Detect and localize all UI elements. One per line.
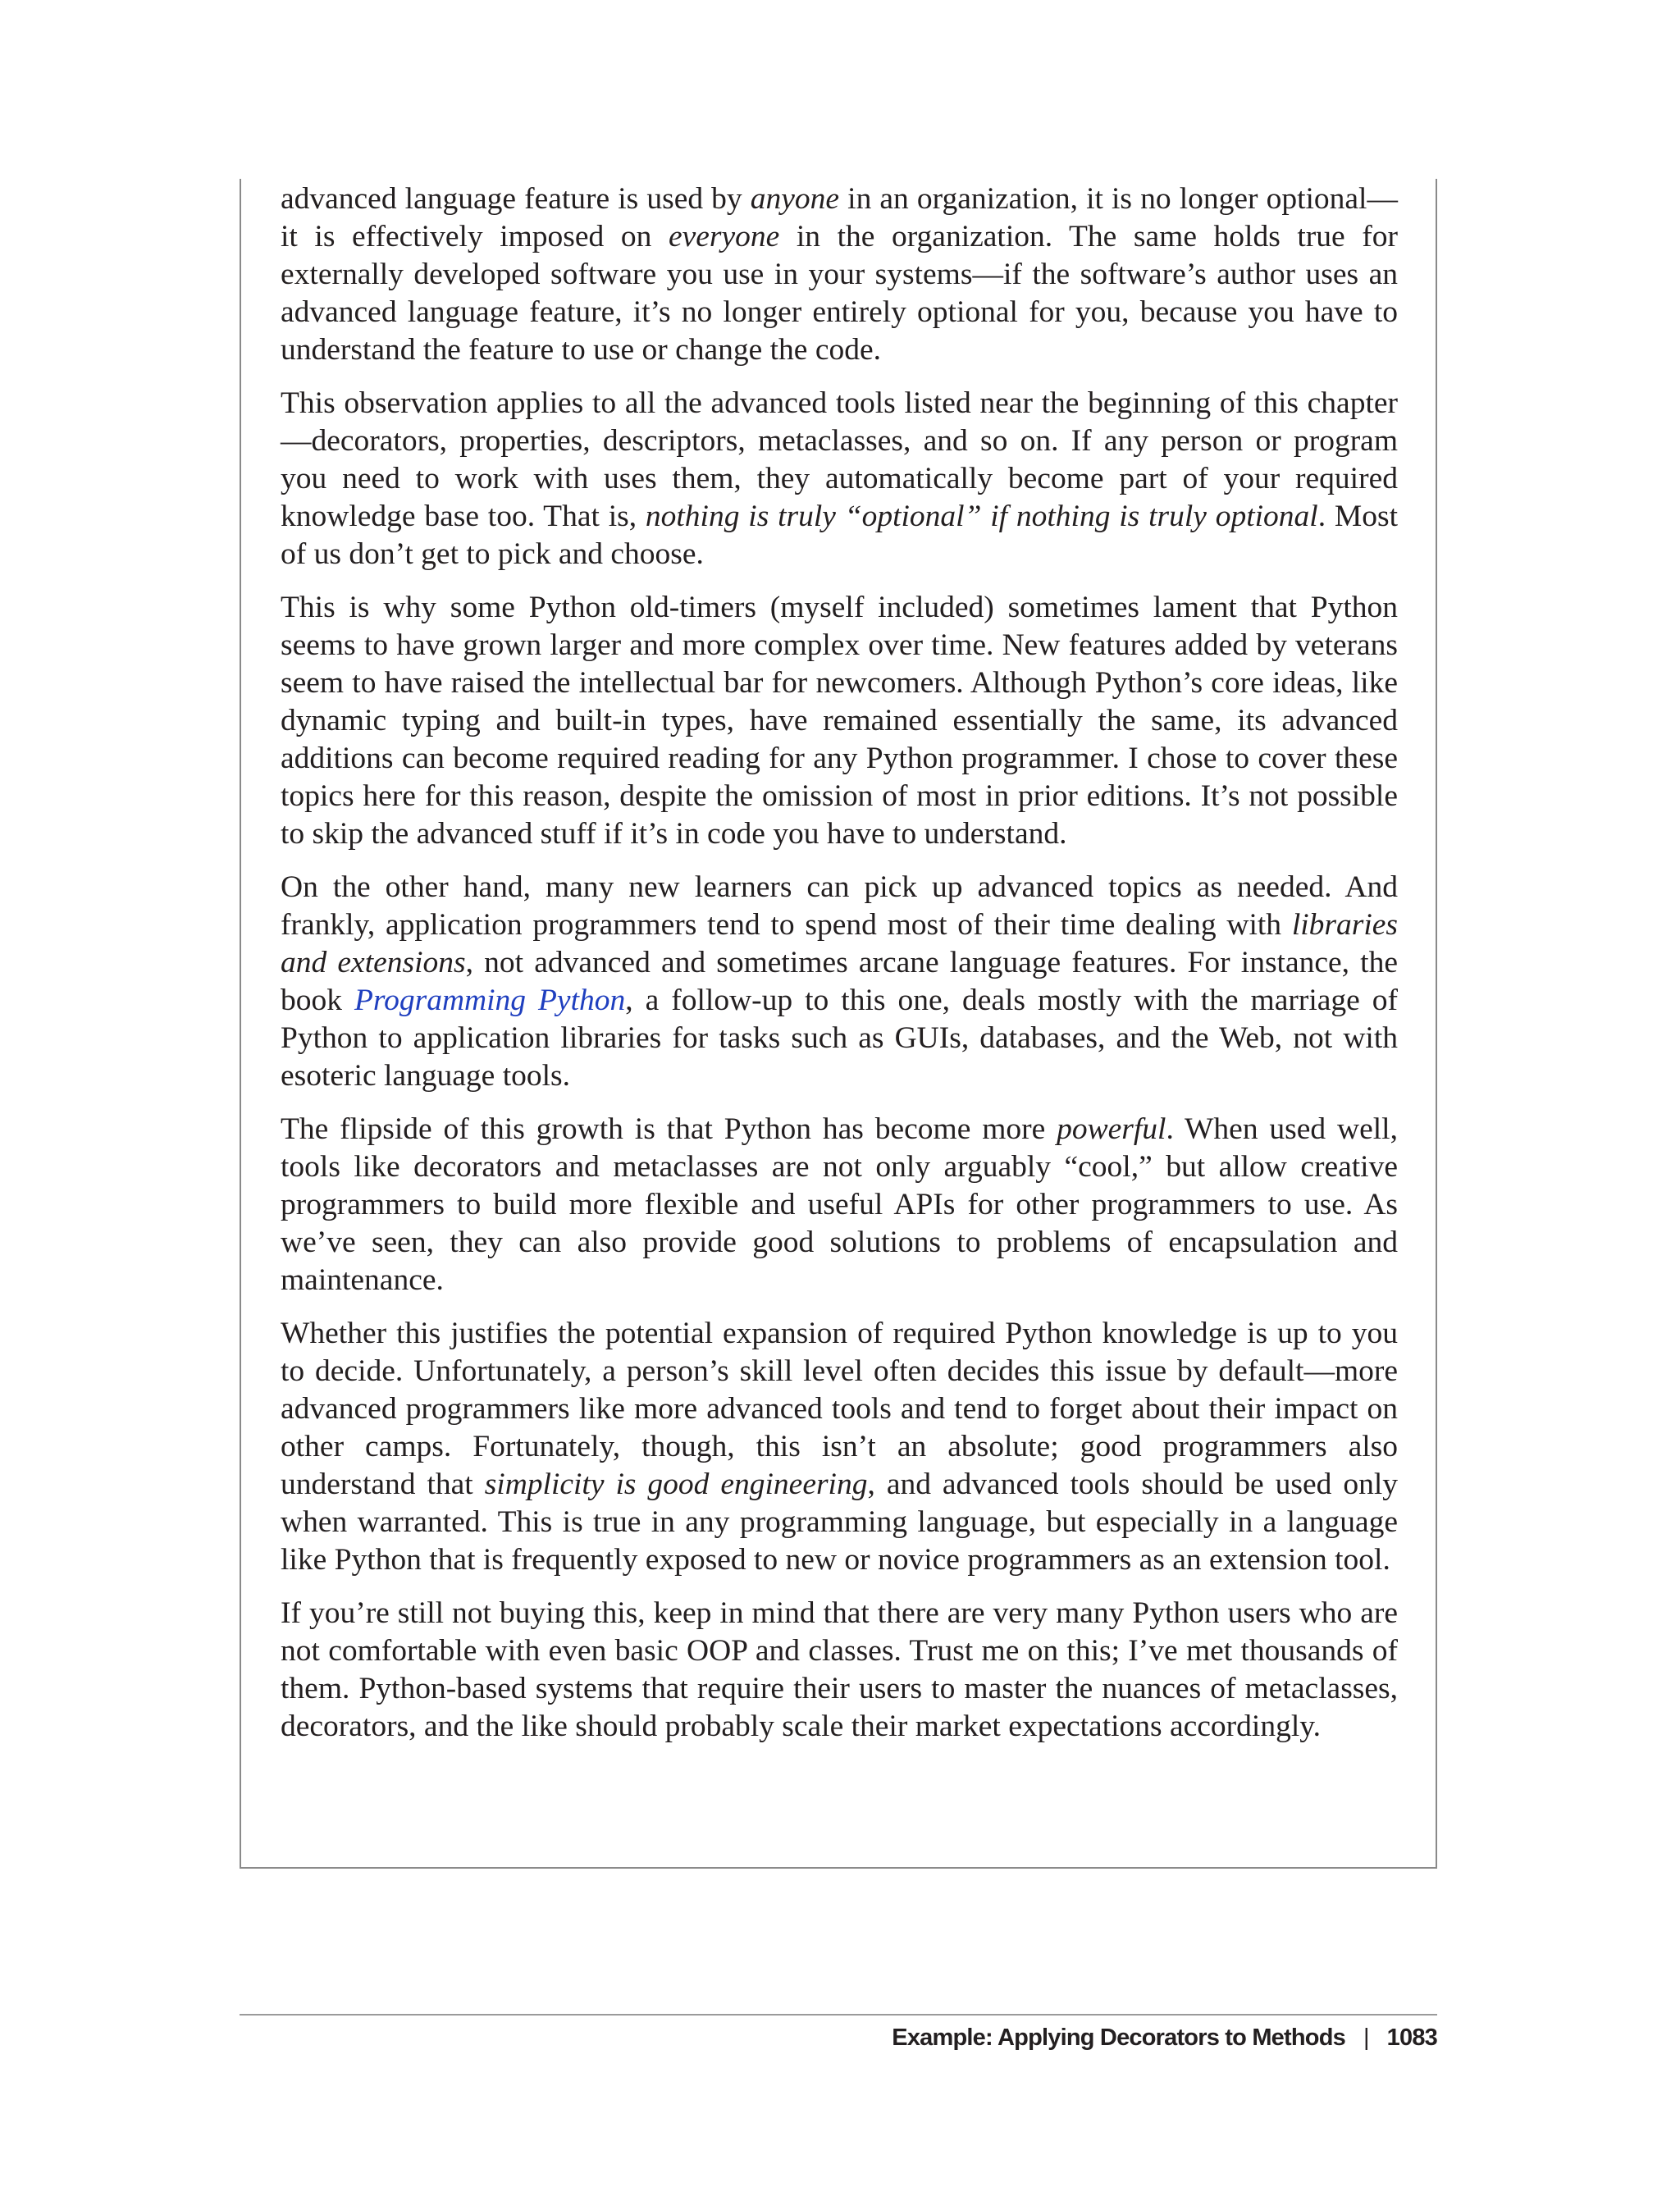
emphasis: anyone — [750, 182, 840, 216]
programming-python-link[interactable]: Programming Python — [354, 984, 626, 1017]
paragraph-4 — [281, 869, 1398, 1095]
emphasis: libraries and extensions — [281, 908, 1398, 979]
paragraph-6 — [281, 1315, 1398, 1579]
text-run: , not advanced and sometimes arcane language features. For instance, the book — [281, 946, 1398, 1017]
text-run: On the other hand, many new learners can pick up advanced topics as needed. And frankly, application programmers tend to spend most of their time dealing with — [281, 870, 1398, 942]
emphasis: everyone — [668, 220, 780, 253]
emphasis: powerful — [1057, 1112, 1166, 1146]
text-run: advanced language feature is used by — [281, 182, 751, 216]
paragraph-5 — [281, 1111, 1398, 1299]
footer-separator: | — [1363, 2025, 1369, 2051]
emphasis: simplicity is good engineering — [484, 1468, 868, 1501]
paragraph-3: This is why some Python old-timers (myself included) sometimes lament that Python seems to have grown larger and more complex over time. New features added by veterans seem to have raised the intellectual bar for newcomers. Although Python’s core ideas, like dynamic typing and built-in types, have remained essentially the same, its advanced additions can become required reading for any Python programmer. I chose to cover these topics here for this reason, despite the omission of most in prior editions. It’s not possible to skip the advanced stuff if it’s in code you have to understand. — [281, 591, 1398, 851]
text-run: . When used well, tools like decorators and metaclasses are not only arguably “cool,” but allow creative programmers to build more flexible and useful APIs for other programmers to use. As we’ve seen, they can also provide good solutions to problems of encapsulation and maintenance. — [281, 1112, 1398, 1297]
text-run: in the organization. The same holds true for externally developed software you use in your systems—if the software’s author uses an advanced language feature, it’s no longer entirely optional for you, because you have to understand the feature to use or change the code. — [281, 220, 1398, 367]
text-run: , and advanced tools should be used only when warranted. This is true in any programming language, but especially in a language like Python that is frequently exposed to new or novice programmers as an extension tool. — [281, 1468, 1398, 1577]
text-run: This observation applies to all the advanced tools listed near the beginning of this chapter—decorators, properties, descriptors, metaclasses, and so on. If any person or program you need to work with uses them, they automatically become part of your required knowledge base too. That is, — [281, 386, 1398, 533]
paragraph-1 — [281, 180, 1398, 369]
emphasis: nothing is truly “optional” if nothing is truly optional — [645, 500, 1318, 533]
sidebar-content — [281, 180, 1398, 1761]
text-run: The flipside of this growth is that Python has become more — [281, 1112, 1057, 1146]
text-run: , a follow-up to this one, deals mostly with the marriage of Python to application libraries for tasks such as GUIs, databases, and the Web, not with esoteric language tools. — [281, 984, 1399, 1093]
page-footer — [892, 2025, 1437, 2052]
text-run: . Most of us don’t get to pick and choose. — [281, 500, 1398, 571]
text-run: Whether this justifies the potential expansion of required Python knowledge is up to you to decide. Unfortunately, a person’s skill level often decides this issue by default—more advanced programmers like more advanced tools and tend to forget about their impact on other camps. Fortunately, though, this isn’t an absolute; good programmers also understand that — [281, 1317, 1398, 1501]
text-run: in an organization, it is no longer optional—it is effectively imposed on — [281, 182, 1398, 253]
page-number: 1083 — [1386, 2025, 1437, 2051]
paragraph-2 — [281, 385, 1398, 573]
paragraph-7: If you’re still not buying this, keep in mind that there are very many Python users who are not comfortable with even basic OOP and classes. Trust me on this; I’ve met thousands of them. Python-based systems that require their users to master the nuances of metaclasses, decorators, and the like should probably scale their market expectations accordingly. — [281, 1596, 1398, 1743]
footer-rule — [240, 2014, 1437, 2016]
running-footer-title: Example: Applying Decorators to Methods — [892, 2025, 1345, 2051]
